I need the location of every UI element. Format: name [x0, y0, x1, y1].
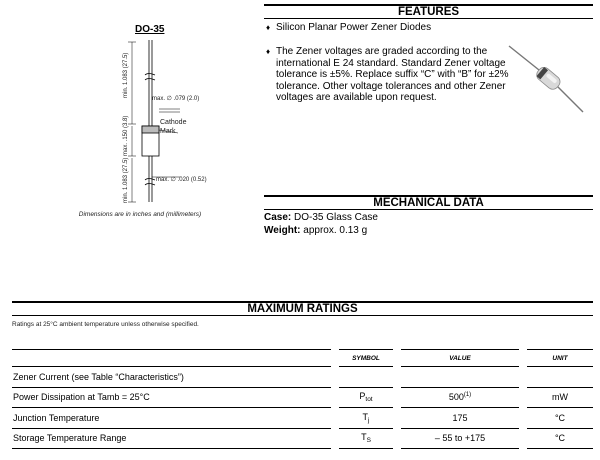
table-header-row — [12, 350, 593, 367]
case-value: DO-35 Glass Case — [291, 212, 378, 223]
feature-text: Silicon Planar Power Zener Diodes — [276, 22, 432, 33]
column-header-unit: UNIT — [523, 350, 593, 367]
feature-item — [266, 46, 536, 104]
table-row — [12, 387, 593, 408]
column-header-parameter — [12, 350, 335, 367]
lead-diameter-label: max. ∅ .020 (0.52) — [156, 177, 207, 183]
case-label: Case: — [264, 212, 292, 223]
unit-cell: °C — [523, 428, 593, 449]
weight-line — [264, 225, 367, 237]
value-cell: – 55 to +175 — [397, 428, 523, 449]
symbol-cell: $P_{tot}$ — [335, 387, 397, 408]
symbol-cell: $T_S$ — [335, 428, 397, 449]
parameter-cell: Power Dissipation at Tamb = 25°C — [12, 387, 335, 408]
body-length-label: max. .150 (3.8) — [123, 115, 129, 156]
column-header-symbol: SYMBOL — [335, 350, 397, 367]
feature-item — [266, 22, 541, 34]
table-row — [12, 428, 593, 449]
value-cell — [397, 367, 523, 388]
value-cell: 500$^{(1)}$ — [397, 387, 523, 408]
package-title: DO-35 — [135, 24, 165, 35]
parameter-cell: Storage Temperature Range — [12, 428, 335, 449]
weight-label: Weight: — [264, 225, 301, 236]
ratings-note: Ratings at 25°C ambient temperature unless otherwise specified. — [12, 321, 199, 328]
case-line — [264, 212, 378, 224]
ratings-table — [12, 349, 593, 449]
symbol-cell — [335, 367, 397, 388]
feature-text: The Zener voltages are graded according to the international E 24 standard. Standard Zener voltage tolerance is ±5%. Replace suffix “C” with “B” for ±2% tolerance. Other voltage tolerances and other Zener voltages are available upon request. — [276, 46, 509, 103]
unit-cell — [523, 367, 593, 388]
symbol-cell: $T_j$ — [335, 408, 397, 429]
parameter-cell: Junction Temperature — [12, 408, 335, 429]
body-diameter-label: max. ∅ .079 (2.0) — [152, 96, 200, 102]
lead-length-top-label: min. 1.083 (27.5) — [123, 52, 129, 98]
unit-cell: °C — [523, 408, 593, 429]
weight-value: approx. 0.13 g — [300, 225, 368, 236]
features-header: FEATURES — [264, 4, 593, 19]
column-header-value: VALUE — [397, 350, 523, 367]
parameter-cell: Zener Current (see Table “Characteristics”) — [12, 367, 335, 388]
cathode-mark-label: Mark — [160, 128, 176, 135]
table-row — [12, 367, 593, 388]
drawing-caption: Dimensions are in inches and (millimeters) — [78, 211, 202, 218]
bullet-diamond-icon: ♦ — [266, 47, 271, 56]
cathode-label: Cathode — [160, 119, 187, 126]
value-cell: 175 — [397, 408, 523, 429]
bullet-diamond-icon: ♦ — [266, 23, 271, 32]
diode-outline-svg — [60, 20, 240, 230]
maximum-ratings-header: MAXIMUM RATINGS — [12, 301, 593, 316]
table-row — [12, 408, 593, 429]
lead-length-bottom-label: min. 1.083 (27.5) — [123, 157, 129, 203]
package-outline-drawing — [60, 20, 240, 230]
unit-cell: mW — [523, 387, 593, 408]
mechanical-data-header: MECHANICAL DATA — [264, 195, 593, 210]
diode-photo-icon — [505, 40, 587, 120]
